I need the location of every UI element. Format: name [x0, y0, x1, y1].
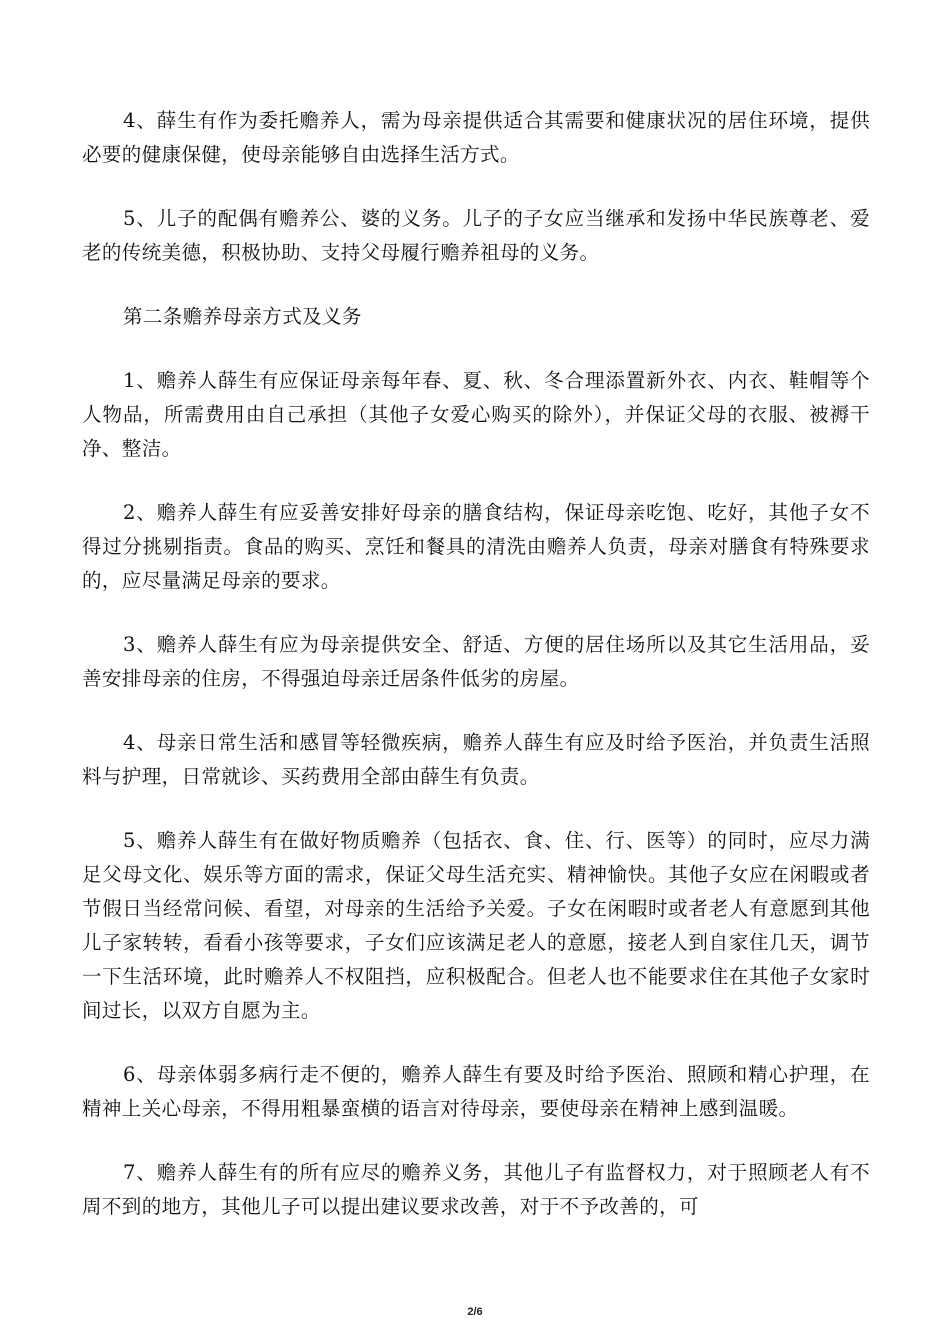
- paragraph-item-5-spiritual: 5、赡养人薛生有在做好物质赡养（包括衣、食、住、行、医等）的同时，应尽力满足父母文化、娱乐等方面的需求，保证父母生活充实、精神愉快。其他子女应在闲暇或者节假日当经常问候、看望，对母亲的生活给予关爱。子女在闲暇时或者老人有意愿到其他儿子家转转，看看小孩等要求，子女们应该满足老人的意愿，接老人到自家住几天，调节一下生活环境，此时赡养人不权阻挡，应积极配合。但老人也不能要求住在其他子女家时间过长，以双方自愿为主。: [82, 829, 870, 1022]
- section-heading-article-2: 第二条赡养母亲方式及义务: [123, 305, 362, 328]
- paragraph-item-7-supervision: 7、赡养人薛生有的所有应尽的赡养义务，其他儿子有监督权力，对于照顾老人有不周不到的地方，其他儿子可以提出建议要求改善，对于不予改善的，可: [82, 1161, 870, 1218]
- paragraph-item-2-food: 2、赡养人薛生有应妥善安排好母亲的膳食结构，保证母亲吃饱、吃好，其他子女不得过分挑剔指责。食品的购买、烹饪和餐具的清洗由赡养人负责，母亲对膳食有特殊要求的，应尽量满足母亲的要求。: [82, 501, 870, 592]
- paragraph-item-6-care: 6、母亲体弱多病行走不便的，赡养人薛生有要及时给予医治、照顾和精心护理，在精神上关心母亲，不得用粗暴蛮横的语言对待母亲，要使母亲在精神上感到温暖。: [82, 1063, 870, 1120]
- paragraph-clause-5-spouse: 5、儿子的配偶有赡养公、婆的义务。儿子的子女应当继承和发扬中华民族尊老、爱老的传统美德，积极协助、支持父母履行赡养祖母的义务。: [82, 207, 870, 264]
- paragraph-item-3-residence: 3、赡养人薛生有应为母亲提供安全、舒适、方便的居住场所以及其它生活用品，妥善安排母亲的住房，不得强迫母亲迁居条件低劣的房屋。: [82, 633, 870, 690]
- page-number: 2/6: [467, 1306, 483, 1318]
- paragraph-item-1-clothing: 1、赡养人薛生有应保证母亲每年春、夏、秋、冬合理添置新外衣、内衣、鞋帽等个人物品，所需费用由自己承担（其他子女爱心购买的除外），并保证父母的衣服、被褥干净、整洁。: [82, 369, 870, 460]
- paragraph-item-4-medical: 4、母亲日常生活和感冒等轻微疾病，赡养人薛生有应及时给予医治，并负责生活照料与护理，日常就诊、买药费用全部由薛生有负责。: [82, 731, 870, 788]
- paragraph-clause-4-housing: 4、薛生有作为委托赡养人，需为母亲提供适合其需要和健康状况的居住环境，提供必要的健康保健，使母亲能够自由选择生活方式。: [82, 109, 870, 166]
- document-body: [82, 104, 870, 1254]
